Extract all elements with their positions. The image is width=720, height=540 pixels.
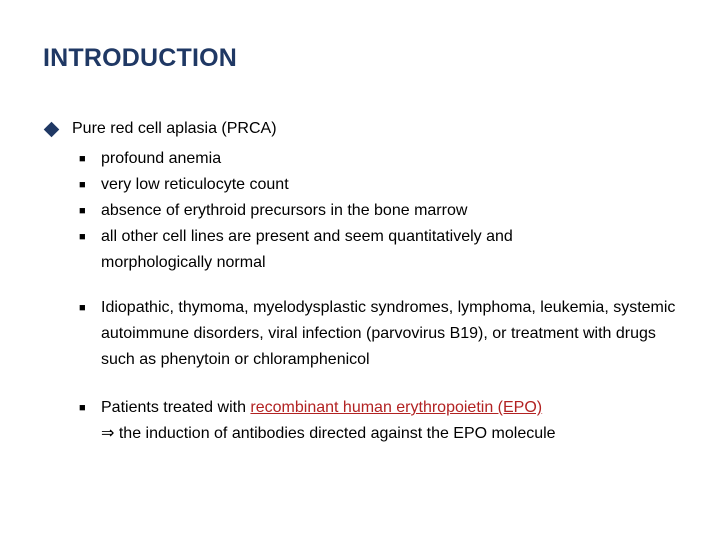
list-item: ■ absence of erythroid precursors in the bone marrow: [79, 198, 679, 224]
consequence-text: ⇒ the induction of antibodies directed against the EPO molecule: [101, 425, 556, 442]
features-list: [79, 146, 679, 276]
main-bullet-text: Pure red cell aplasia (PRCA): [72, 120, 277, 137]
list-item: [79, 295, 679, 373]
square-bullet-icon: ■: [79, 205, 86, 217]
patients-list: [79, 395, 679, 447]
main-bullet: [44, 120, 277, 138]
list-item: ■ all other cell lines are present and seem quantitatively and morphologically normal: [79, 224, 679, 276]
diamond-bullet-icon: [44, 121, 60, 137]
epo-link[interactable]: recombinant human erythropoietin (EPO): [250, 399, 543, 416]
slide-title: INTRODUCTION: [43, 44, 238, 72]
list-item: ■ very low reticulocyte count: [79, 172, 679, 198]
causes-list: [79, 295, 679, 373]
square-bullet-icon: ■: [79, 402, 86, 414]
patients-prefix: Patients treated with: [101, 399, 251, 416]
list-item: [79, 395, 679, 421]
square-bullet-icon: ■: [79, 153, 86, 165]
square-bullet-icon: ■: [79, 231, 86, 243]
list-item: ■ profound anemia: [79, 146, 679, 172]
causes-text: Idiopathic, thymoma, myelodysplastic syndromes, lymphoma, leukemia, systemic autoimmune disorders, viral infection (parvovirus B19), or treatment with drugs such as phenytoin or chloramphenicol: [101, 299, 676, 368]
square-bullet-icon: ■: [79, 179, 86, 191]
square-bullet-icon: ■: [79, 302, 86, 314]
